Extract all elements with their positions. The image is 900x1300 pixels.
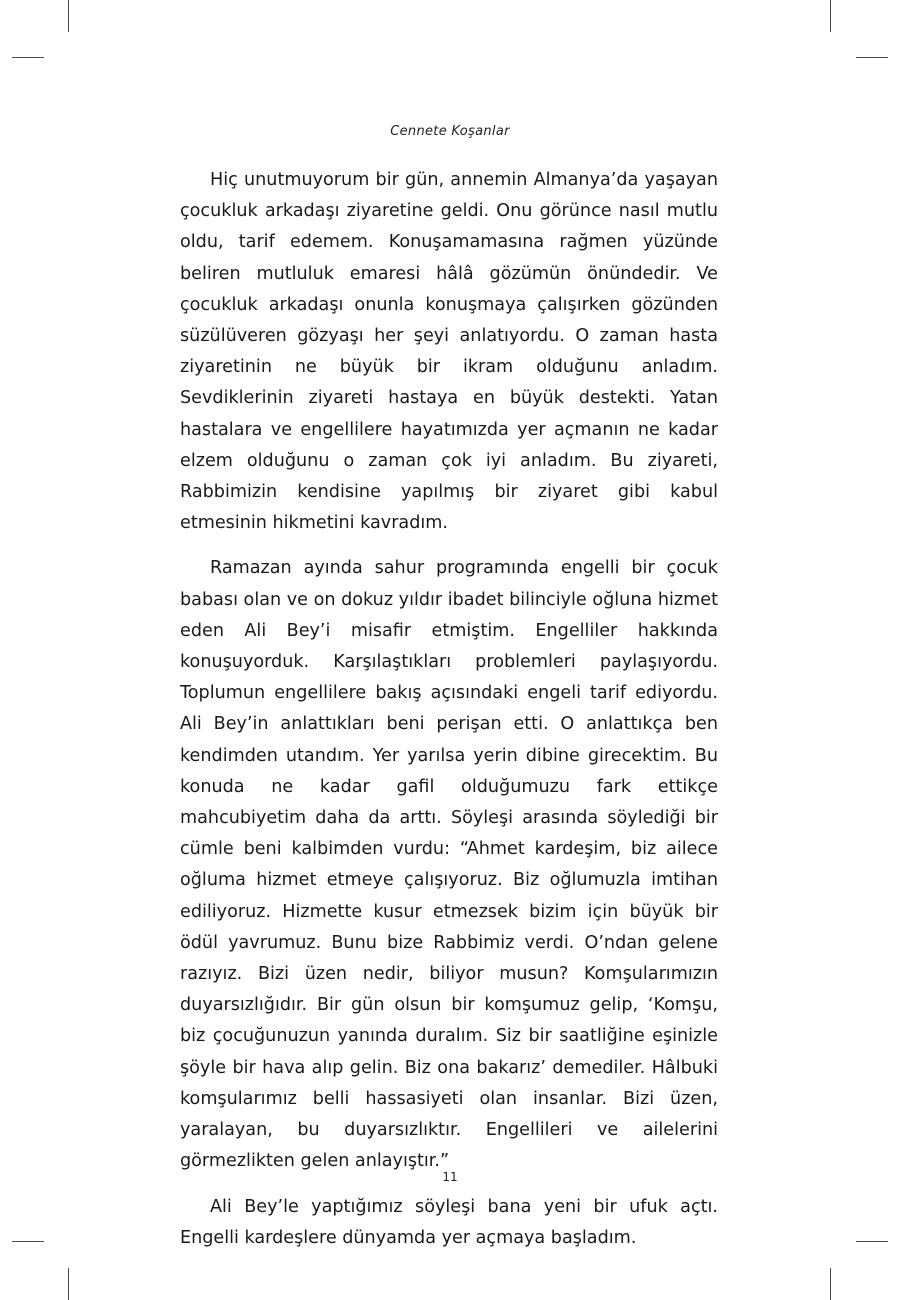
crop-mark-top-right [830, 0, 831, 32]
page-number: 11 [442, 1170, 458, 1184]
crop-mark-top-right-horizontal [856, 57, 888, 58]
crop-mark-bottom-right [830, 1268, 831, 1300]
crop-mark-bottom-right-horizontal [856, 1241, 888, 1242]
crop-mark-top-left [68, 0, 69, 32]
body-text [180, 165, 718, 1268]
paragraph: Ali Bey’le yaptığımız söyleşi bana yeni bir ufuk açtı. Engelli kardeşlere dünyamda yer açmaya başladım. [180, 1196, 718, 1248]
running-head: Cennete Koşanlar [390, 124, 510, 139]
crop-mark-top-left-horizontal [12, 57, 44, 58]
crop-mark-bottom-left-horizontal [12, 1241, 44, 1242]
paragraph: Ramazan ayında sahur programında engelli bir çocuk babası olan ve on dokuz yıldır ibadet bilinciyle oğluna hizmet eden Ali Bey’i misafir etmiştim. Engelliler hakkında konuşuyorduk. Karşılaştıkları problemleri paylaşıyordu. Toplumun engellilere bakış açısındaki engeli tarif ediyordu. Ali Bey’in anlattıkları beni perişan etti. O anlattıkça ben kendimden utandım. Yer yarılsa yerin dibine girecektim. Bu konuda ne kadar gafil olduğumuzu fark ettikçe mahcubiyetim daha da arttı. Söyleşi arasında söylediği bir cümle beni kalbimden vurdu: “Ahmet kardeşim, biz ailece oğluma hizmet etmeye çalışıyoruz. Biz oğlumuzla imtihan ediliyoruz. Hizmette kusur etmezsek bizim için büyük bir ödül yavrumuz. Bunu bize Rabbimiz verdi. O’ndan gelene razıyız. Bizi üzen nedir, biliyor musun? Komşularımızın duyarsızlığıdır. Bir gün olsun bir komşumuz gelip, ‘Komşu, biz çocuğunuzun yanında duralım. Siz bir saatliğine eşinizle şöyle bir hava alıp gelin. Biz ona bakarız’ demediler. Hâlbuki komşularımız belli hassasiyeti olan insanlar. Bizi üzen, yaralayan, bu duyarsızlıktır. Engellileri ve ailelerini görmezlikten gelen anlayıştır.” [180, 558, 718, 1172]
paragraph: Hiç unutmuyorum bir gün, annemin Almanya’da yaşayan çocukluk arkadaşı ziyaretine geldi. Onu görünce nasıl mutlu oldu, tarif edemem. Konuşamamasına rağmen yüzünde beliren mutluluk emaresi hâlâ gözümün önündedir. Ve çocukluk arkadaşı onunla konuşmaya çalışırken gözünden süzülüveren gözyaşı her şeyi anlatıyordu. O zaman hasta ziyaretinin ne büyük bir ikram olduğunu anladım. Sevdiklerinin ziyareti hastaya en büyük destekti. Yatan hastalara ve engellilere hayatımızda yer açmanın ne kadar elzem olduğunu o zaman çok iyi anladım. Bu ziyareti, Rabbimizin kendisine yapılmış bir ziyaret gibi kabul etmesinin hikmetini kavradım. [180, 170, 718, 534]
crop-mark-bottom-left [68, 1268, 69, 1300]
